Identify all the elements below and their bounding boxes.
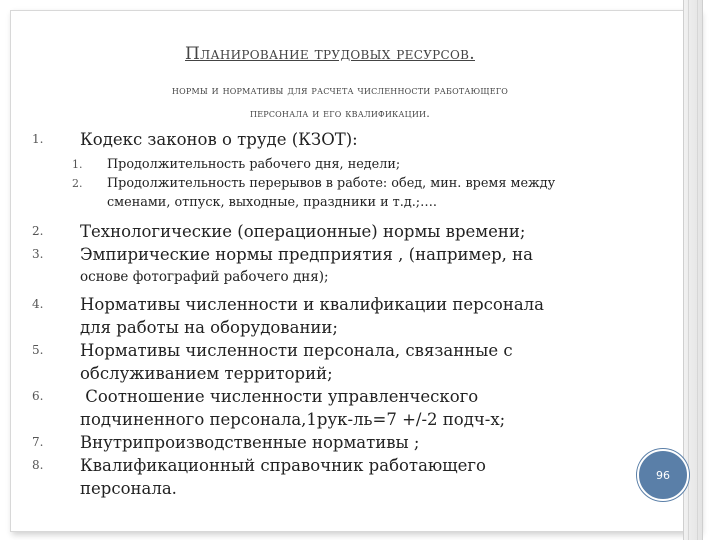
item-text: Соотношение численности управленческого <box>80 387 479 406</box>
item-text: Кодекс законов о труде (КЗОТ): <box>80 130 358 149</box>
sub-item-1 <box>32 155 632 174</box>
right-decorative-strip <box>683 0 703 540</box>
item-text-cont: персонала. <box>80 479 177 498</box>
item-text: Нормативы численности персонала, связанные с <box>80 341 513 360</box>
list-item-6 <box>32 385 632 431</box>
item-number: 1. <box>32 132 44 146</box>
item-text: Технологические (операционные) нормы времени; <box>80 222 526 241</box>
item-text-cont: для работы на оборудовании; <box>80 318 338 337</box>
item-number: 2. <box>32 224 44 238</box>
slide-title: Планирование трудовых ресурсов. <box>185 44 475 64</box>
item-number: 7. <box>32 435 44 449</box>
list-item-1 <box>32 128 632 151</box>
list-item-5 <box>32 339 632 385</box>
sub-item-number: 2. <box>72 177 83 190</box>
sub-item-2 <box>32 174 632 212</box>
item-text-cont: основе фотографий рабочего дня); <box>80 269 329 285</box>
subtitle-line-1: нормы и нормативы для расчета численности работающего <box>171 84 509 97</box>
item-text: Нормативы численности и квалификации персонала <box>80 295 545 314</box>
main-list <box>32 128 632 500</box>
item-number: 3. <box>32 247 44 261</box>
sub-item-text-cont: сменами, отпуск, выходные, праздники и т.д.;…. <box>107 195 437 210</box>
subtitle-line-2: персонала и его квалификации. <box>250 107 430 120</box>
sub-item-number: 1. <box>72 158 83 171</box>
sub-item-text: Продолжительность перерывов в работе: обед, мин. время между <box>107 176 556 191</box>
item-text: Квалификационный справочник работающего <box>80 456 486 475</box>
list-item-8 <box>32 454 632 500</box>
item-number: 8. <box>32 458 44 472</box>
item-text: Внутрипроизводственные нормативы ; <box>80 433 420 452</box>
sub-item-text: Продолжительность рабочего дня, недели; <box>107 157 401 172</box>
item-text: Эмпирические нормы предприятия , (например, на <box>80 245 533 264</box>
slide-subtitle <box>40 79 640 125</box>
item-text-cont: обслуживанием территорий; <box>80 364 333 383</box>
page-number-badge: 96 <box>637 449 689 501</box>
item-number: 5. <box>32 343 44 357</box>
item-text-cont: подчиненного персонала,1рук-ль=7 +/-2 подч-х; <box>80 410 506 429</box>
item-number: 4. <box>32 297 44 311</box>
item-number: 6. <box>32 389 44 403</box>
list-item-3 <box>32 243 632 289</box>
list-item-2 <box>32 220 632 243</box>
list-item-4 <box>32 293 632 339</box>
list-item-7 <box>32 431 632 454</box>
